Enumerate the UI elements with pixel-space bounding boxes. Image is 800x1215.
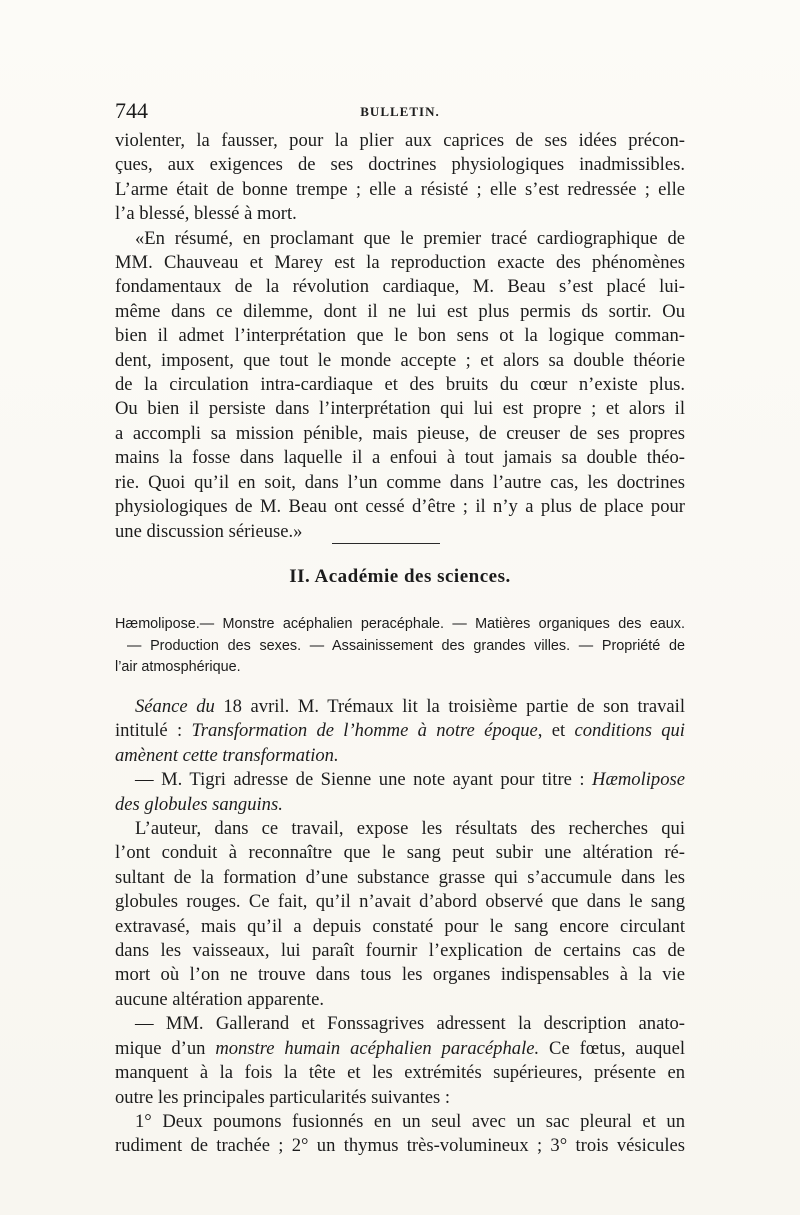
text-line: L’arme était de bonne trempe ; elle a résisté ; elle s’est redressée ; elle bbox=[115, 178, 685, 200]
text-line: L’auteur, dans ce travail, expose les résultats des recherches qui bbox=[135, 818, 685, 840]
text-line bbox=[115, 793, 685, 817]
text-line: aucune altération apparente. bbox=[115, 988, 325, 1010]
text-line: çues, aux exigences de ses doctrines physiologiques inadmissibles. bbox=[115, 154, 685, 176]
text-line: «En résumé, en proclamant que le premier tracé cardiographique de bbox=[135, 227, 685, 249]
text-line: bien il admet l’interprétation que le bon sens ot la logique comman- bbox=[115, 325, 685, 347]
text-line bbox=[115, 768, 685, 792]
work-title: conditions qui bbox=[574, 720, 685, 742]
text-line: mort où l’on ne trouve dans tous les organes indispensables à la vie bbox=[115, 964, 685, 986]
running-head: BULLETIN. bbox=[360, 104, 440, 119]
section-summary bbox=[115, 614, 685, 679]
text-line: même dans ce dilemme, dont il ne lui est plus permis ds sortir. Ou bbox=[115, 300, 685, 322]
text-line: manquent à la fois la tête et les extrémités supérieures, présente en bbox=[115, 1062, 685, 1084]
seance-paragraph bbox=[115, 695, 685, 1159]
text-span: , et bbox=[537, 720, 575, 742]
seance-date-label: Séance du bbox=[135, 696, 215, 717]
work-title: amènent cette transformation. bbox=[115, 744, 339, 766]
closing-paragraphs bbox=[115, 129, 685, 544]
text-line bbox=[115, 695, 685, 719]
text-line: physiologiques de M. Beau ont cessé d’être ; il n’y a plus de place pour bbox=[115, 496, 685, 518]
text-span: Ce fœtus, auquel bbox=[539, 1037, 685, 1059]
text-line: Ou bien il persiste dans l’interprétation qui lui est propre ; et alors il bbox=[115, 398, 685, 420]
text-line: — MM. Gallerand et Fonssagrives adressent la description anato- bbox=[135, 1013, 685, 1035]
text-line: dans les vaisseaux, lui paraît fournir l’explication de certains cas de bbox=[115, 940, 685, 962]
text-line: fondamentaux de la révolution cardiaque, M. Beau s’est placé lui- bbox=[115, 276, 685, 298]
text-line: extravasé, mais qu’il a depuis constaté pour le sang encore circulant bbox=[115, 915, 685, 937]
text-span: 18 avril. M. Trémaux lit la troisième partie de son travail bbox=[214, 696, 685, 717]
text-line: de la circulation intra-cardiaque et des bruits du cœur n’existe plus. bbox=[115, 374, 685, 396]
text-line: MM. Chauveau et Marey est la reproduction exacte des phénomènes bbox=[115, 252, 685, 274]
text-line: outre les principales particularités suivantes : bbox=[115, 1086, 451, 1108]
text-line bbox=[115, 1037, 685, 1061]
text-line: globules rouges. Ce fait, qu’il n’avait d’abord observé que dans le sang bbox=[115, 891, 685, 913]
note-title: des globules sanguins. bbox=[115, 793, 283, 815]
specimen-title: monstre humain acéphalien paracéphale. bbox=[215, 1037, 540, 1059]
summary-line: — Production des sexes. — Assainissement des grandes villes. — Propriété de bbox=[127, 637, 685, 654]
text-line: une discussion sérieuse.» bbox=[115, 520, 303, 542]
note-title: Hæmolipose bbox=[592, 769, 685, 791]
text-span: intitulé : bbox=[115, 720, 192, 742]
text-span: — M. Tigri adresse de Sienne une note ayant pour titre : bbox=[135, 769, 593, 791]
text-line: dent, imposent, que tout le monde accepte ; et alors sa double théorie bbox=[115, 349, 685, 371]
section-heading: II. Académie des sciences. bbox=[289, 566, 511, 587]
summary-line: Hæmolipose.— Monstre acéphalien peracéphale. — Matières organiques des eaux. bbox=[115, 616, 685, 632]
page-header bbox=[115, 96, 685, 126]
text-line: l’ont conduit à reconnaître que le sang peut subir une altération ré- bbox=[115, 842, 685, 864]
text-line: l’a blessé, blessé à mort. bbox=[115, 203, 297, 225]
text-line bbox=[115, 744, 685, 768]
text-line: rie. Quoi qu’il en soit, dans l’un comme dans l’autre cas, les doctrines bbox=[115, 471, 685, 493]
section-divider bbox=[332, 543, 440, 544]
text-line: mains la fosse dans laquelle il a enfoui à tout jamais sa double théo- bbox=[115, 447, 685, 469]
text-line: a accompli sa mission pénible, mais pieuse, de creuser de ses propres bbox=[115, 422, 685, 444]
text-line bbox=[115, 719, 685, 743]
text-line: 1° Deux poumons fusionnés en un seul avec un sac pleural et un bbox=[135, 1110, 685, 1132]
summary-line: l’air atmosphérique. bbox=[115, 659, 241, 675]
text-line: rudiment de trachée ; 2° un thymus très-volumineux ; 3° trois vésicules bbox=[115, 1135, 685, 1157]
text-line: violenter, la fausser, pour la plier aux caprices de ses idées précon- bbox=[115, 130, 685, 151]
page-number: 744 bbox=[115, 98, 148, 123]
text-line: sultant de la formation d’une substance grasse qui s’accumule dans les bbox=[115, 866, 685, 888]
work-title: Transformation de l’homme à notre époque bbox=[191, 720, 538, 742]
text-span: mique d’un bbox=[115, 1037, 216, 1059]
